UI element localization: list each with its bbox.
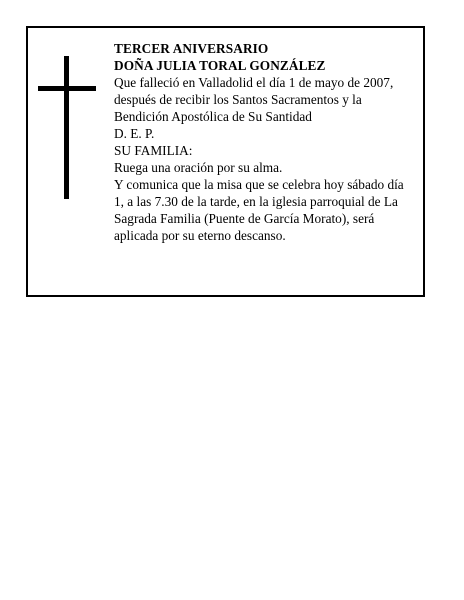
cross-vertical-bar: [64, 56, 69, 199]
prayer-request: Ruega una oración por su alma.: [114, 160, 283, 175]
notice-text: [114, 40, 414, 244]
obituary-notice: [26, 26, 425, 297]
death-line-2: después de recibir los Santos Sacramentos y la: [114, 92, 362, 107]
mass-line-3: Sagrada Familia (Puente de García Morato), será: [114, 211, 375, 226]
rip-text: D. E. P.: [114, 126, 155, 141]
latin-cross-icon: [38, 56, 98, 199]
cross-horizontal-bar: [38, 86, 96, 91]
deceased-name: DOÑA JULIA TORAL GONZÁLEZ: [114, 58, 326, 73]
death-line-3: Bendición Apostólica de Su Santidad: [114, 109, 312, 124]
death-line-1: Que falleció en Valladolid el día 1 de mayo de 2007,: [114, 75, 394, 90]
mass-line-2: 1, a las 7.30 de la tarde, en la iglesia parroquial de La: [114, 194, 398, 209]
mass-line-4: aplicada por su eterno descanso.: [114, 228, 286, 243]
family-label: SU FAMILIA:: [114, 143, 193, 158]
mass-line-1: Y comunica que la misa que se celebra hoy sábado día: [114, 177, 404, 192]
notice-heading: TERCER ANIVERSARIO: [114, 41, 269, 56]
